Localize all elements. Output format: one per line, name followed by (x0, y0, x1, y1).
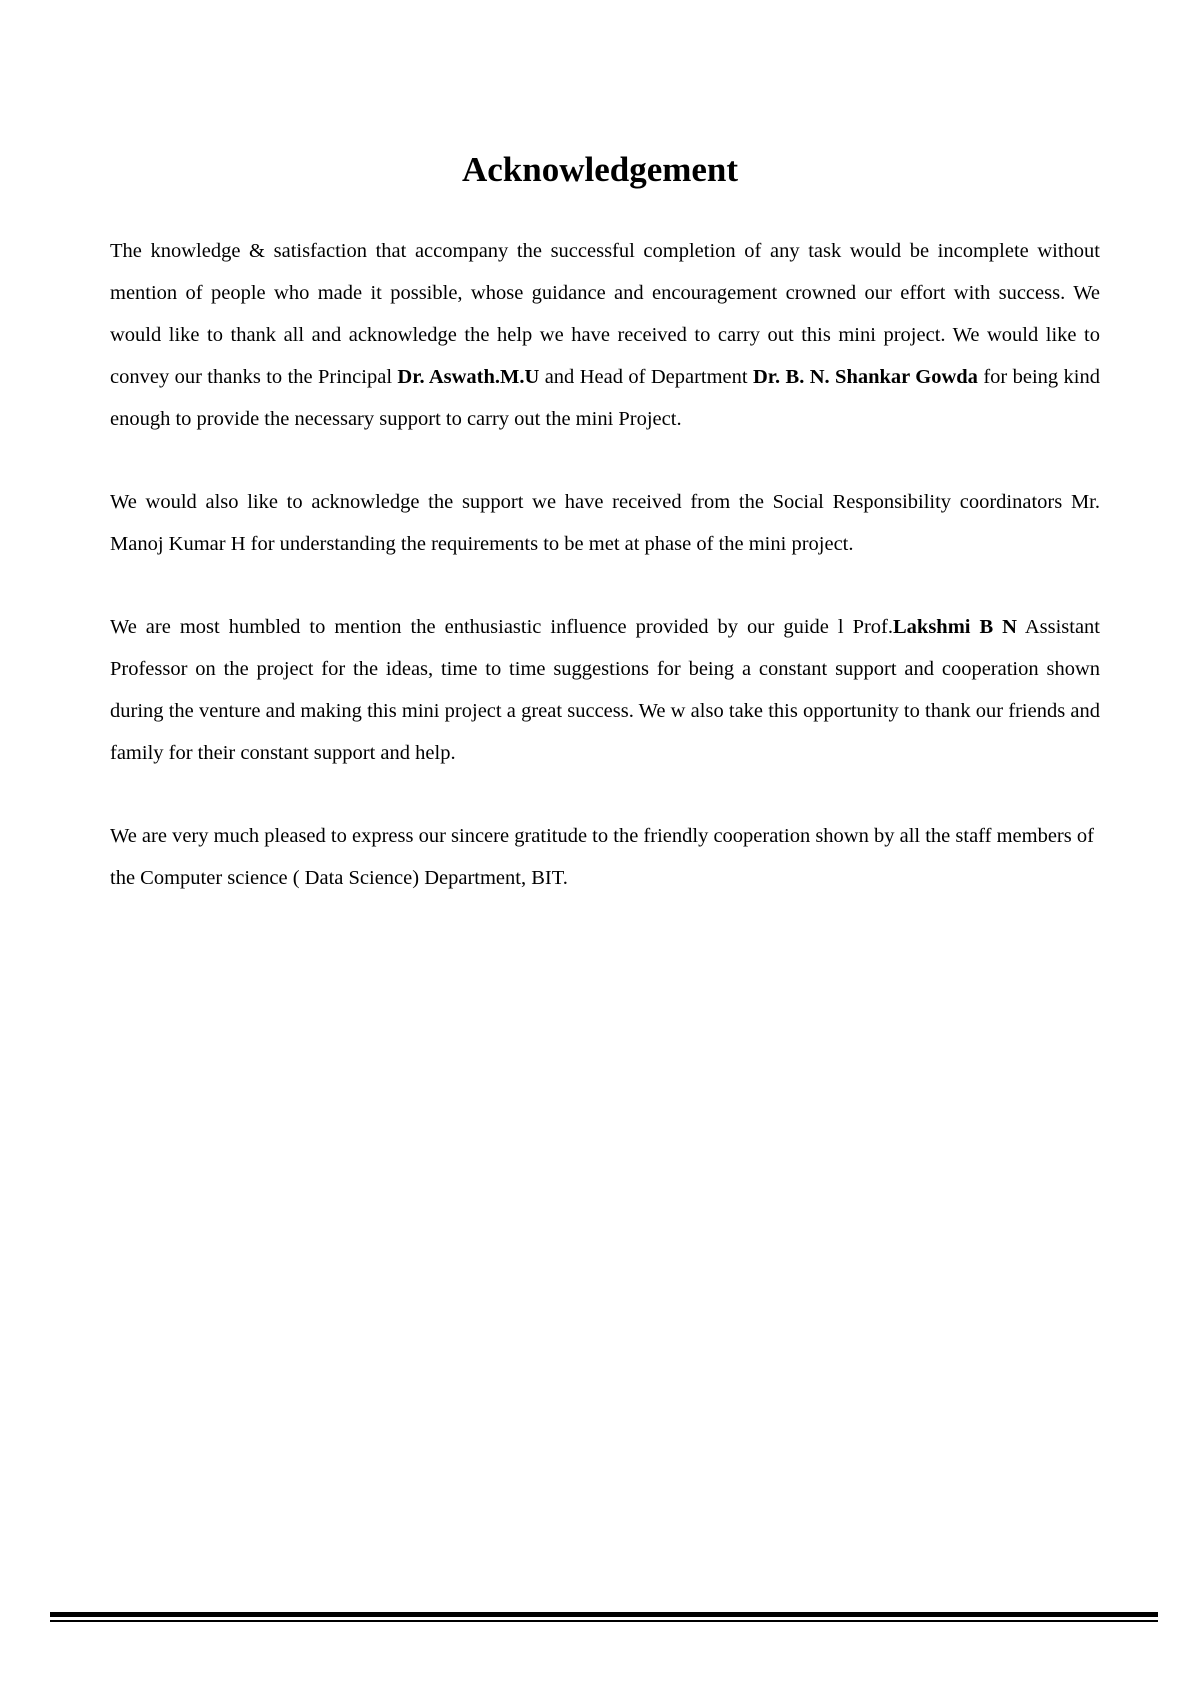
paragraph-2-text-1: We would also like to acknowledge the support we have received from the Social Responsibility coordinators Mr. Manoj Kumar H for understanding the requirements to be met at phase of the mini project. (110, 491, 1100, 555)
paragraph-2 (110, 481, 1100, 565)
paragraph-1-text-2: and Head of Department (539, 366, 753, 388)
acknowledgement-body (110, 230, 1100, 940)
paragraph-1-text-3: for being kind enough to provide the necessary support to carry out the mini Project. (110, 366, 1100, 430)
hod-name: Dr. B. N. Shankar Gowda (752, 366, 978, 388)
guide-name: Lakshmi B N (893, 616, 1017, 638)
paragraph-1 (110, 230, 1100, 440)
paragraph-3-text-1: We are most humbled to mention the enthusiastic influence provided by our guide l Prof. (110, 616, 893, 638)
page-title: Acknowledgement (461, 150, 739, 189)
paragraph-3 (110, 606, 1100, 774)
paragraph-3-text-2: Assistant Professor on the project for the ideas, time to time suggestions for being a constant support and cooperation shown during the venture and making this mini project a great success. We w also take this opportunity to thank our friends and family for their constant support and help. (110, 616, 1100, 764)
paragraph-4 (110, 815, 1100, 899)
footer-double-rule (50, 1612, 1158, 1622)
paragraph-1-text-1: The knowledge & satisfaction that accompany the successful completion of any task would be incomplete without mention of people who made it possible, whose guidance and encouragement crowned our effort with success. We would like to thank all and acknowledge the help we have received to carry out this mini project. We would like to convey our thanks to the Principal (110, 240, 1100, 388)
footer-rule-thin (50, 1620, 1158, 1622)
paragraph-4-text-1: We are very much pleased to express our sincere gratitude to the friendly cooperation shown by all the staff members of the Computer science ( Data Science) Department, BIT. (110, 825, 1094, 889)
principal-name: Dr. Aswath.M.U (397, 366, 540, 388)
